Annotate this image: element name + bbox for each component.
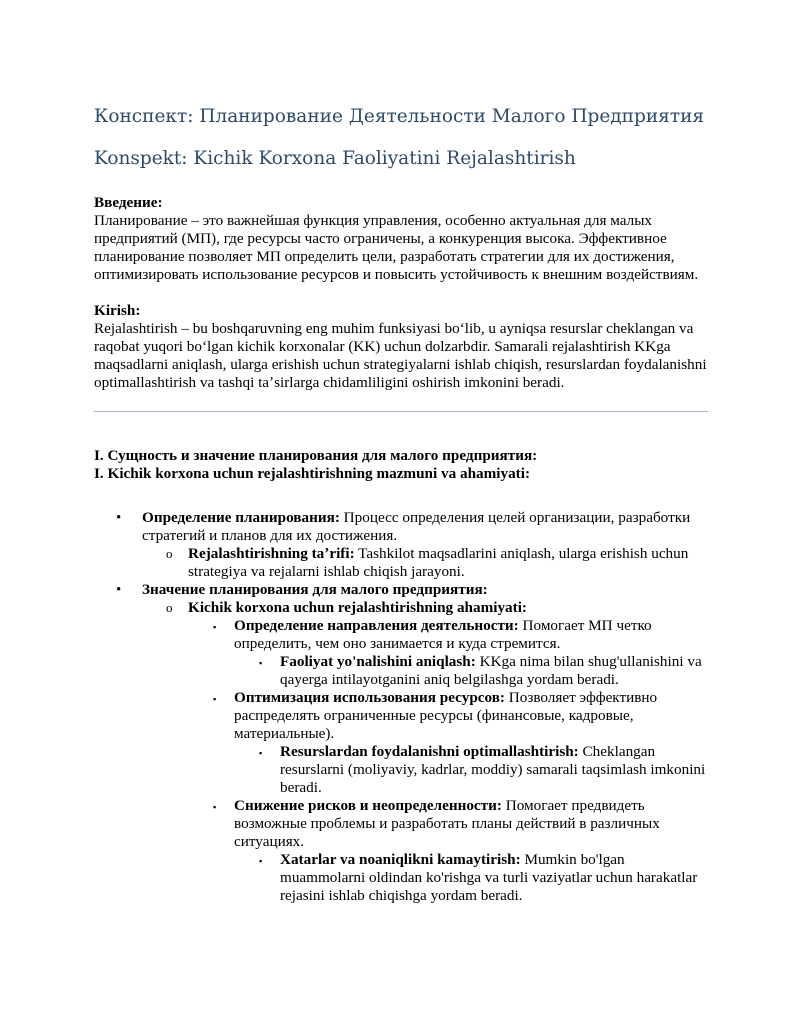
list-item-importance-uzbek — [142, 599, 708, 905]
importance-uzbek-label: Kichik korxona uchun rejalashtirishning ahamiyati: — [188, 599, 527, 616]
document-page — [94, 104, 708, 905]
bullet-square-icon: ▪ — [213, 694, 217, 704]
bullet-circle-icon: o — [166, 546, 173, 561]
resources-text: Позволяет эффективно распределять ограниченные ресурсы (финансовые, кадровые, материальные). — [234, 689, 658, 742]
intro-uzbek-text: Rejalashtirish – bu boshqaruvning eng muhim funksiyasi boʻlib, u ayniqsa resurslar cheklangan va raqobat yuqori boʻlgan kichik korxonalar (KK) uchun dolzarbdir. Samarali rejalashtirish KKga maqsadlarni aniqlash, ularga erishish uchun strategiyalarni ishlab chiqish, resurslardan foydalanishni optimallashtirish va tashqi taʼsirlarga chidamliligini oshirish imkonini beradi. — [94, 320, 707, 391]
risks-uzbek-label: Xatarlar va noaniqlikni kamaytirish: — [280, 851, 521, 868]
resources-uzbek-label: Resurslardan foydalanishni optimallashtirish: — [280, 743, 579, 760]
bullet-circle-icon: o — [166, 600, 173, 615]
risks-label: Снижение рисков и неопределенности: — [234, 797, 502, 814]
bullet-square-icon: ▪ — [259, 748, 263, 758]
intro-uzbek-section — [94, 302, 708, 392]
direction-uzbek-label: Faoliyat yo'nalishini aniqlash: — [280, 653, 476, 670]
part1-heading-russian: I. Сущность и значение планирования для малого предприятия: — [94, 447, 538, 464]
direction-sublist — [234, 653, 708, 689]
resources-uzbek-text: Cheklangan resurslarni (moliyaviy, kadrlar, moddiy) samarali taqsimlash imkonini beradi. — [280, 743, 706, 796]
list-item-resources-uzbek — [234, 743, 708, 797]
list-item-risks-uzbek — [234, 851, 708, 905]
direction-label: Определение направления деятельности: — [234, 617, 519, 634]
section-divider — [94, 411, 708, 412]
title-uzbek: Konspekt: Kichik Korxona Faoliyatini Rejalashtirish — [94, 148, 576, 169]
intro-russian-section — [94, 194, 708, 284]
list-item-direction — [188, 617, 708, 689]
bullet-disc-icon: • — [116, 582, 122, 598]
list-item-risks — [188, 797, 708, 905]
risks-text: Помогает предвидеть возможные проблемы и разработать планы действий в различных ситуациях. — [234, 797, 660, 850]
part1-heading — [94, 447, 708, 483]
part1-heading-uzbek: I. Kichik korxona uchun rejalashtirishning mazmuni va ahamiyati: — [94, 465, 531, 482]
intro-russian-heading: Введение: — [94, 194, 163, 211]
intro-russian-text: Планирование – это важнейшая функция управления, особенно актуальная для малых предприятий (МП), где ресурсы часто ограничены, а конкуренция высока. Эффективное планирование позволяет МП определить цели, разработать стратегии для их достижения, оптимизировать использование ресурсов и повысить устойчивость к внешним воздействиям. — [94, 212, 699, 283]
list-item-definition — [94, 509, 708, 581]
list-item-direction-uzbek — [234, 653, 708, 689]
intro-uzbek-heading: Kirish: — [94, 302, 141, 319]
bullet-disc-icon: • — [116, 510, 122, 526]
bullet-square-icon: ▪ — [213, 802, 217, 812]
definition-label: Определение планирования: — [142, 509, 340, 526]
importance-sublist — [142, 599, 708, 905]
definition-uzbek-text: Tashkilot maqsadlarini aniqlash, ularga erishish uchun strategiya va rejalarni ishlab chiqish jarayoni. — [188, 545, 689, 580]
importance-points-list — [188, 617, 708, 905]
bullet-square-icon: ▪ — [259, 856, 263, 866]
resources-label: Оптимизация использования ресурсов: — [234, 689, 505, 706]
definition-uzbek-label: Rejalashtirishning taʼrifi: — [188, 545, 355, 562]
list-item-resources — [188, 689, 708, 797]
risks-uzbek-text: Mumkin bo'lgan muammolarni oldindan ko'rishga va turli vaziyatlar uchun harakatlar rejasini ishlab chiqishga yordam beradi. — [280, 851, 698, 904]
part1-list — [94, 509, 708, 905]
list-item-importance — [94, 581, 708, 905]
definition-sublist — [142, 545, 708, 581]
list-item-definition-uzbek — [142, 545, 708, 581]
bullet-square-icon: ▪ — [213, 622, 217, 632]
resources-sublist — [234, 743, 708, 797]
importance-label: Значение планирования для малого предприятия: — [142, 581, 488, 598]
direction-text: Помогает МП четко определить, чем оно занимается и куда стремится. — [234, 617, 652, 652]
definition-text: Процесс определения целей организации, разработки стратегий и планов для их достижения. — [142, 509, 691, 544]
title-russian: Конспект: Планирование Деятельности Малого Предприятия — [94, 106, 705, 127]
risks-sublist — [234, 851, 708, 905]
bullet-square-icon: ▪ — [259, 658, 263, 668]
direction-uzbek-text: KKga nima bilan shug'ullanishini va qayerga intilayotganini aniq belgilashga yordam beradi. — [280, 653, 702, 688]
